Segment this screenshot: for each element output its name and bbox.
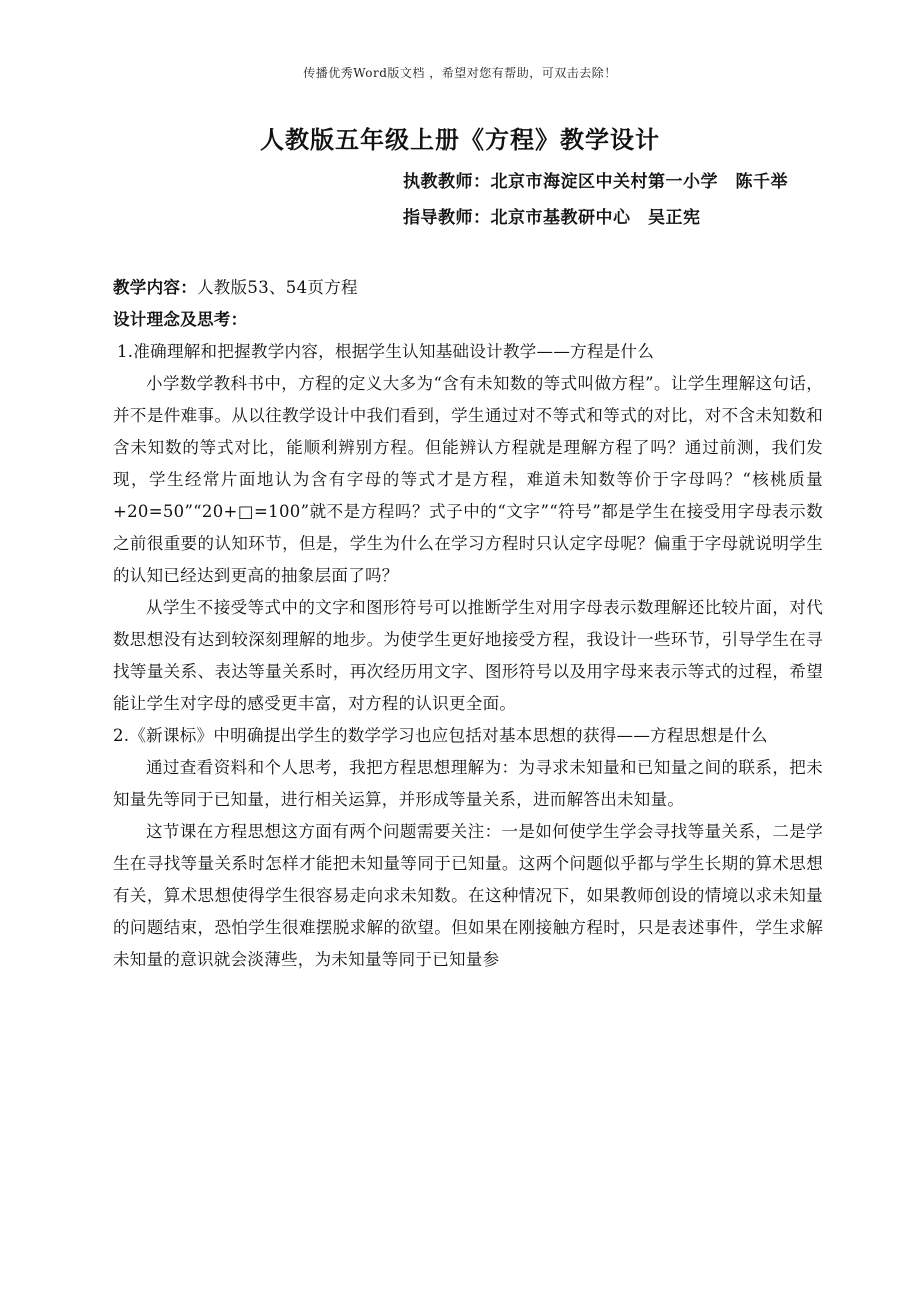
- paragraph-1: 小学数学教科书中，方程的定义大多为“含有未知数的等式叫做方程”。让学生理解这句话，并不是件难事。从以往教学设计中我们看到，学生通过对不等式和等式的对比，对不含未知数和含未知数的等式对比，能顺利辨别方程。但能辨认方程就是理解方程了吗？通过前测，我们发现，学生经常片面地认为含有字母的等式才是方程，难道未知数等价于字母吗？“核桃质量+20=50”“20+□=100”就不是方程吗？式子中的“文字”“符号”都是学生在接受用字母表示数之前很重要的认知环节，但是，学生为什么在学习方程时只认定字母呢？偏重于字母就说明学生的认知已经达到更高的抽象层面了吗？: [113, 374, 823, 585]
- list-item-2: 2.《新课标》中明确提出学生的数学学习也应包括对基本思想的获得——方程思想是什么: [113, 726, 768, 745]
- paragraph-2: 从学生不接受等式中的文字和图形符号可以推断学生对用字母表示数理解还比较片面，对代数思想没有达到较深刻理解的地步。为使学生更好地接受方程，我设计一些环节，引导学生在寻找等量关系、表达等量关系时，再次经历用文字、图形符号以及用字母来表示等式的过程，希望能让学生对字母的感受更丰富，对方程的认识更全面。: [113, 598, 823, 713]
- teaching-content-value: 人教版53、54页方程: [197, 278, 358, 297]
- document-title: 人教版五年级上册《方程》教学设计: [260, 125, 660, 154]
- teaching-content-line: [113, 272, 823, 304]
- paragraph-3: 通过查看资料和个人思考，我把方程思想理解为：为寻求未知量和已知量之间的联系，把未知量先等同于已知量，进行相关运算，并形成等量关系，进而解答出未知量。: [113, 758, 823, 809]
- author-line-teacher: 执教教师：北京市海淀区中关村第一小学 陈千举: [403, 172, 788, 192]
- header-note: 传播优秀Word版文档 ，希望对您有帮助，可双击去除！: [303, 66, 617, 80]
- list-item-1: 1.准确理解和把握教学内容，根据学生认知基础设计教学——方程是什么: [117, 342, 655, 361]
- paragraph-4: 这节课在方程思想这方面有两个问题需要关注：一是如何使学生学会寻找等量关系，二是学生在寻找等量关系时怎样才能把未知量等同于已知量。这两个问题似乎都与学生长期的算术思想有关，算术思想使得学生很容易走向求未知数。在这种情况下，如果教师创设的情境以求未知量的问题结束，恐怕学生很难摆脱求解的欲望。但如果在刚接触方程时，只是表述事件，学生求解未知量的意识就会淡薄些，为未知量等同于已知量参: [113, 822, 823, 969]
- author-line-advisor: 指导教师：北京市基教研中心 吴正宪: [403, 208, 701, 228]
- section-heading: 设计理念及思考：: [113, 310, 248, 329]
- teaching-content-label: 教学内容：: [113, 278, 197, 297]
- document-body: [113, 272, 823, 976]
